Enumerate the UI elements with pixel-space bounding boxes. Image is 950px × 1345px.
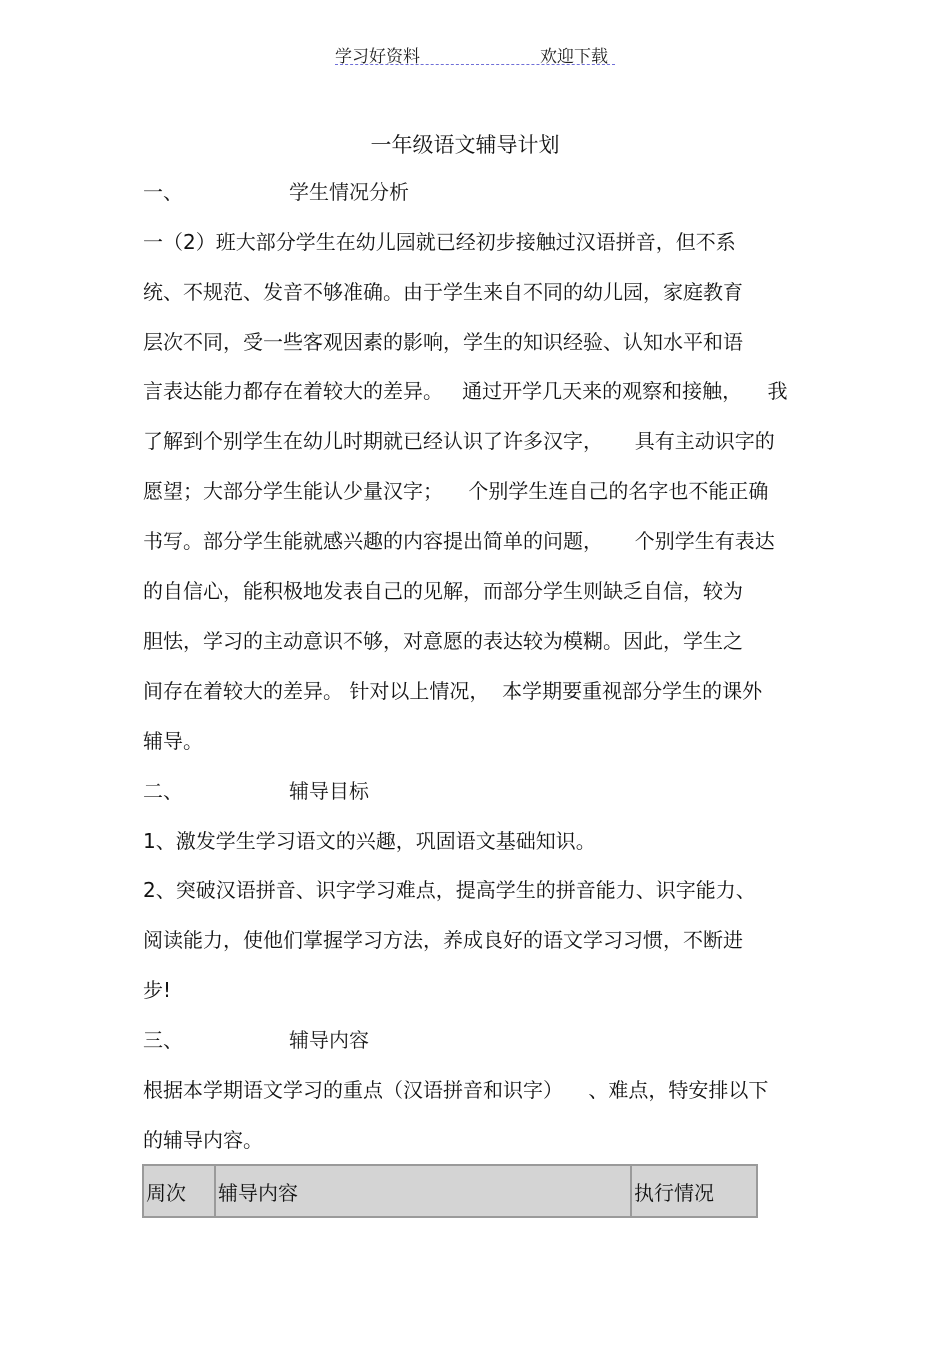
- goal-line: 1、激发学生学习语文的兴趣，巩固语文基础知识。: [143, 829, 596, 853]
- section-1-heading: 学生情况分析: [289, 180, 409, 204]
- analysis-line: 一（2）班大部分学生在幼儿园就已经初步接触过汉语拼音，但不系: [143, 230, 736, 254]
- goal-line: 步!: [143, 978, 172, 1002]
- section-3-heading: 辅导内容: [289, 1028, 369, 1052]
- content-line: 的辅导内容。: [143, 1128, 263, 1152]
- analysis-line: 了解到个别学生在幼儿时期就已经认识了许多汉字， 具有主动识字的: [143, 429, 775, 453]
- analysis-line: 层次不同，受一些客观因素的影响，学生的知识经验、认知水平和语: [143, 330, 743, 354]
- analysis-line: 统、不规范、发音不够准确。由于学生来自不同的幼儿园，家庭教育: [143, 280, 743, 304]
- analysis-line: 间存在着较大的差异。 针对以上情况， 本学期要重视部分学生的课外: [143, 679, 763, 703]
- section-2-heading: 辅导目标: [289, 779, 369, 803]
- tutoring-table: [142, 1164, 758, 1218]
- goal-line: 阅读能力，使他们掌握学习方法，养成良好的语文学习习惯，不断进: [143, 928, 743, 952]
- section-2-number: 二、: [143, 779, 183, 803]
- analysis-line: 胆怯，学习的主动意识不够，对意愿的表达较为模糊。因此，学生之: [143, 629, 743, 653]
- analysis-line: 的自信心，能积极地发表自己的见解，而部分学生则缺乏自信，较为: [143, 579, 743, 603]
- table-header-row: [143, 1165, 757, 1217]
- analysis-line: 言表达能力都存在着较大的差异。 通过开学几天来的观察和接触， 我: [143, 379, 788, 403]
- header-right-text: 欢迎下载: [540, 47, 608, 67]
- table-header-week: 周次: [143, 1165, 215, 1217]
- analysis-line: 辅导。: [143, 729, 203, 753]
- table-header-status: 执行情况: [631, 1165, 757, 1217]
- header-left-text: 学习好资料: [335, 47, 420, 67]
- content-line: 根据本学期语文学习的重点（汉语拼音和识字） 、难点，特安排以下: [143, 1078, 769, 1102]
- document-title: 一年级语文辅导计划: [370, 133, 560, 157]
- goal-line: 2、突破汉语拼音、识字学习难点，提高学生的拼音能力、识字能力、: [143, 878, 756, 902]
- analysis-line: 愿望；大部分学生能认少量汉字； 个别学生连自己的名字也不能正确: [143, 479, 769, 503]
- analysis-line: 书写。部分学生能就感兴趣的内容提出简单的问题， 个别学生有表达: [143, 529, 775, 553]
- section-1-number: 一、: [143, 180, 183, 204]
- page-header: [335, 40, 615, 65]
- section-3-number: 三、: [143, 1028, 183, 1052]
- table-header-content: 辅导内容: [215, 1165, 631, 1217]
